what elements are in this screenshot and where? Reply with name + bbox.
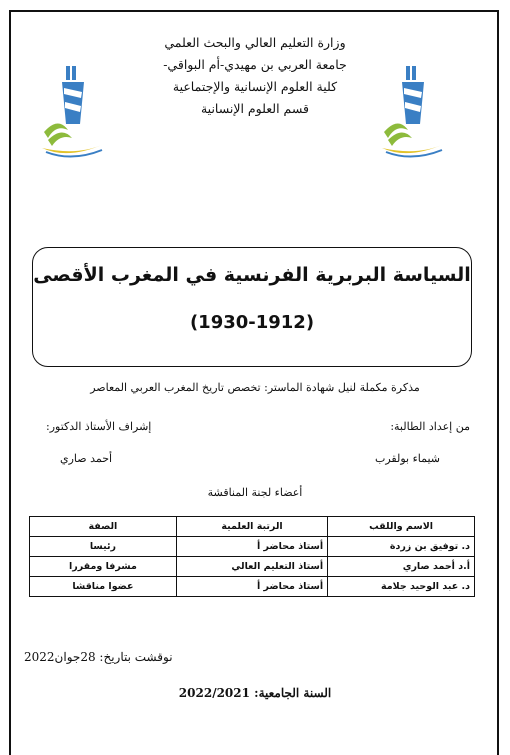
university-logo-right-icon — [378, 64, 448, 164]
thesis-years: (1930-1912) — [189, 312, 315, 333]
university-line: جامعة العربي بن مهيدي-أم البواقي- — [163, 57, 347, 72]
faculty-line: كلية العلوم الإنسانية والإجتماعية — [172, 79, 338, 94]
member-rank: أستاذ التعليم العالي — [176, 557, 327, 577]
supervisor-label: إشراف الأستاذ الدكتور: — [46, 420, 152, 433]
member-name: د. توفيق بن زردة — [328, 537, 475, 557]
committee-header-row — [30, 517, 475, 537]
member-role: رئيسا — [30, 537, 177, 557]
table-row — [30, 577, 475, 597]
member-name: أ.د أحمد صاري — [328, 557, 475, 577]
header-role: الصفة — [30, 517, 177, 537]
committee-table — [29, 516, 475, 597]
member-rank: أستاذ محاضر أ — [176, 537, 327, 557]
header-rank: الرتبة العلمية — [176, 517, 327, 537]
ministry-line: وزارة التعليم العالي والبحث العلمي — [164, 35, 346, 50]
supervisor-name: أحمد صاري — [60, 452, 113, 465]
member-role: مشرفا ومقررا — [30, 557, 177, 577]
discussion-date: نوقشت بتاريخ: 28جوان2022 — [24, 650, 173, 664]
header-name: الاسم واللقب — [328, 517, 475, 537]
academic-year: السنة الجامعية: 2022/2021 — [178, 686, 332, 700]
member-name: د. عبد الوحيد جلامة — [328, 577, 475, 597]
committee-title: أعضاء لجنة المناقشة — [207, 486, 303, 499]
title-box — [32, 247, 472, 367]
department-line: قسم العلوم الإنسانية — [200, 101, 310, 116]
university-logo-left-icon — [38, 64, 108, 164]
member-rank: أستاذ محاضر أ — [176, 577, 327, 597]
table-row — [30, 557, 475, 577]
student-name: شيماء بولقرب — [374, 452, 440, 465]
member-role: عضوا مناقشا — [30, 577, 177, 597]
table-row — [30, 537, 475, 557]
memo-line: مذكرة مكملة لنيل شهادة الماستر: تخصص تاريخ المغرب العربي المعاصر — [90, 381, 420, 394]
prepared-by-label: من إعداد الطالبة: — [390, 420, 470, 433]
thesis-title: السياسة البربرية الفرنسية في المغرب الأقصى — [33, 264, 471, 286]
